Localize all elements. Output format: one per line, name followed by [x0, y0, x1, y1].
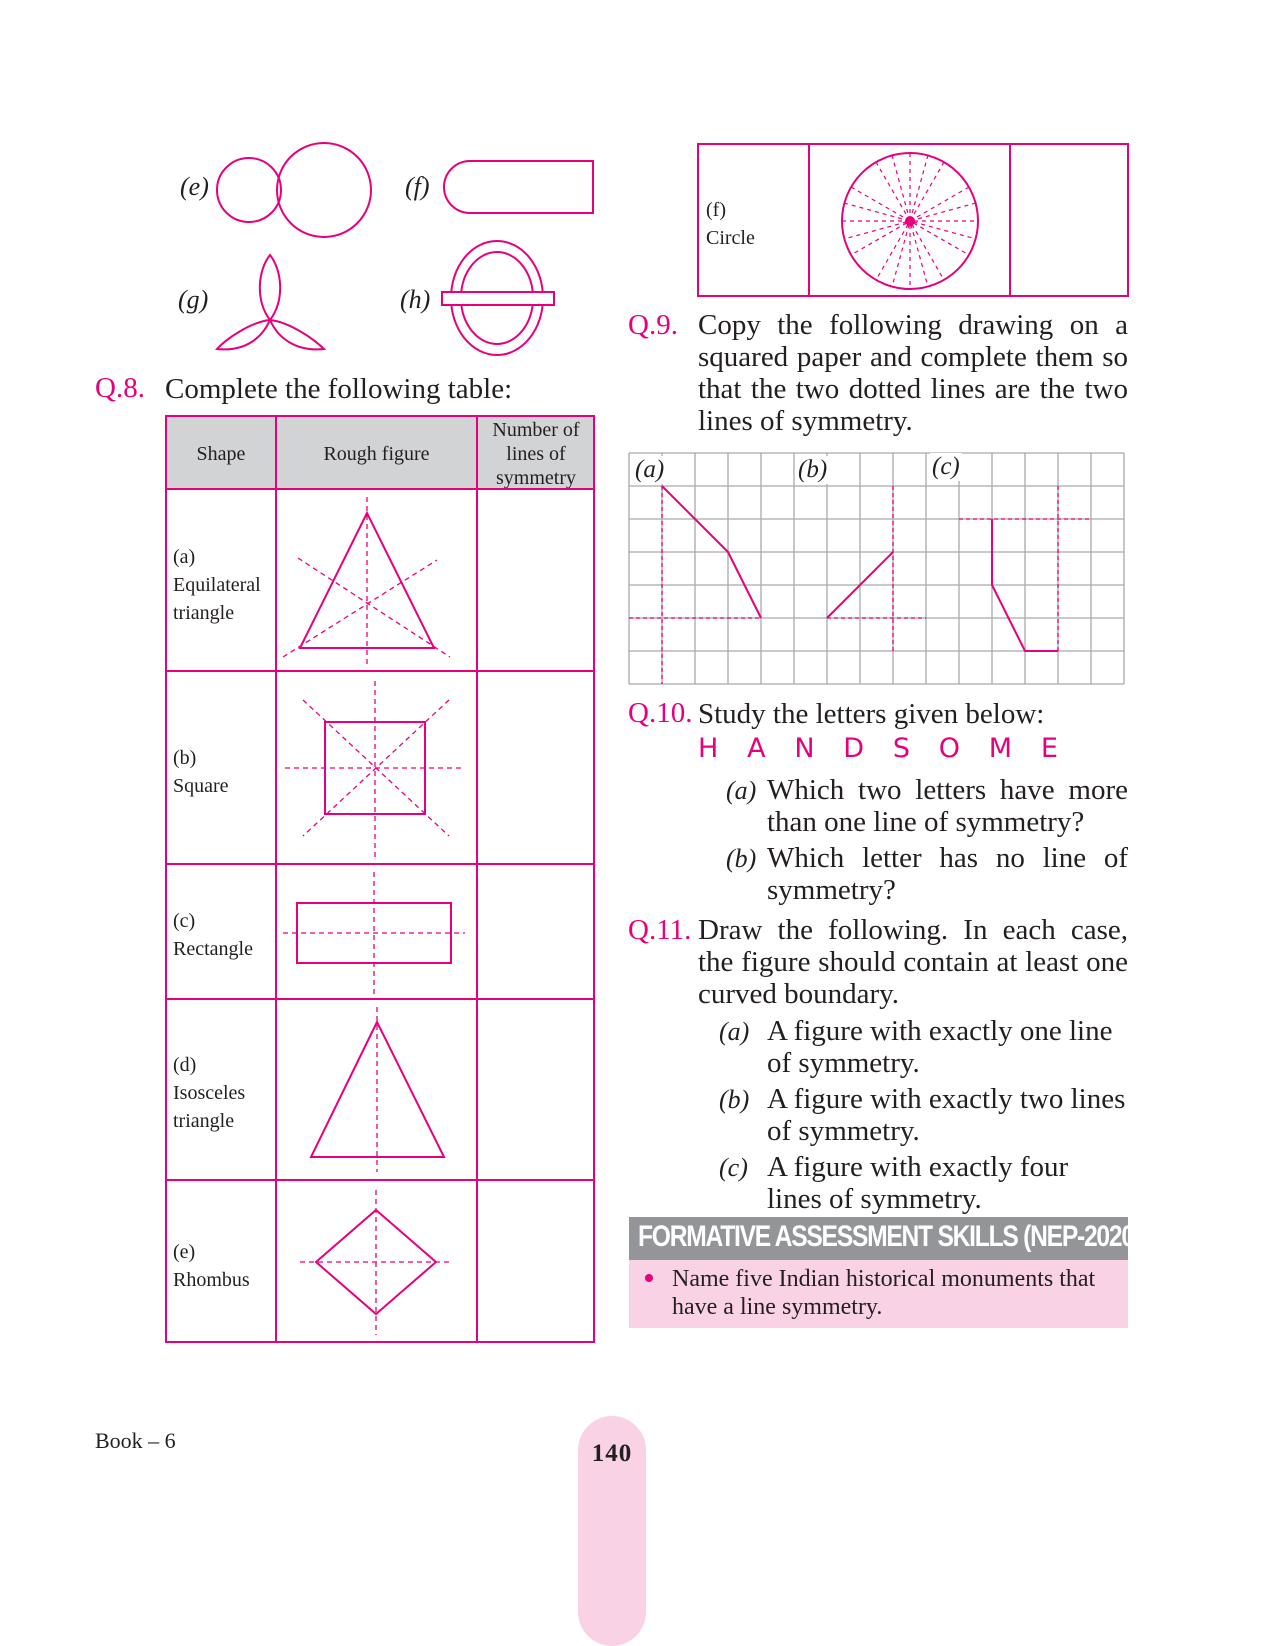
letter-h: H	[698, 733, 719, 764]
page-number-pill	[578, 1416, 646, 1646]
letter-o: O	[938, 733, 961, 764]
book-label: Book – 6	[95, 1428, 176, 1453]
grid-label-b: (b)	[798, 456, 828, 483]
q10-part-b-label: (b)	[726, 844, 757, 873]
q9-number: Q.9.	[628, 309, 678, 341]
formative-banner	[629, 1217, 1141, 1260]
row-a-name: Equilateral triangle	[173, 574, 261, 624]
q10-part-a-label: (a)	[726, 776, 757, 805]
q9-text-block: Copy the following drawing on a squared paper and complete them so that the two dotted lines are the two lines of symmetry.	[698, 309, 1128, 437]
letter-e: E	[1040, 733, 1058, 764]
row-d-letter: (d)	[173, 1054, 197, 1076]
q10-part-b-text: Which letter has no line of symmetry?	[767, 842, 1128, 906]
header-shape: Shape	[196, 443, 246, 465]
figure-label-f: (f)	[405, 172, 430, 201]
q11-number: Q.11.	[628, 914, 692, 946]
q11-part-c-label: (c)	[719, 1153, 748, 1182]
row-e-letter: (e)	[173, 1241, 196, 1263]
q8-text: Complete the following table:	[165, 373, 513, 405]
q11-part-b-label: (b)	[719, 1085, 750, 1114]
page-number: 140	[591, 1440, 633, 1467]
q11-part-a-label: (a)	[719, 1017, 750, 1046]
row-c-name: Rectangle	[173, 938, 253, 960]
header-lines-of-symmetry: Number of lines of symmetry	[492, 419, 580, 489]
figure-label-e: (e)	[180, 172, 209, 201]
q10-text: Study the letters given below:	[698, 698, 1045, 730]
header-rough-figure: Rough figure	[323, 443, 430, 465]
letter-a: A	[747, 733, 766, 764]
row-e-name: Rhombus	[173, 1269, 250, 1291]
row-f-letter: (f)	[706, 199, 726, 221]
q11-part-b-text: A figure with exactly two lines of symmetry.	[767, 1083, 1126, 1147]
formative-bullet-text: Name five Indian historical monuments that have a line symmetry.	[672, 1266, 1096, 1320]
q8-number: Q.8.	[95, 372, 145, 404]
letter-d: D	[843, 733, 865, 764]
formative-note	[629, 1260, 1128, 1328]
q11-part-a-text: A figure with exactly one line of symmetry.	[767, 1015, 1113, 1079]
grid-label-c: (c)	[932, 453, 960, 480]
row-d-name: Isosceles triangle	[173, 1082, 246, 1132]
row-f-name: Circle	[706, 227, 755, 249]
row-b-letter: (b)	[173, 747, 197, 769]
letter-s: S	[892, 733, 910, 764]
row-b-name: Square	[173, 775, 229, 797]
q10-number: Q.10.	[628, 697, 693, 729]
letter-m: M	[988, 733, 1013, 764]
formative-title: FORMATIVE ASSESSMENT SKILLS (NEP-2020)	[638, 1220, 1141, 1253]
q11-part-c-text: A figure with exactly four lines of symmetry.	[767, 1151, 1069, 1215]
letter-n: N	[794, 733, 815, 764]
row-c-letter: (c)	[173, 910, 196, 932]
bullet-icon	[645, 1274, 653, 1282]
q10-part-a-text: Which two letters have more than one line of symmetry?	[767, 774, 1128, 838]
grid-label-a: (a)	[635, 456, 665, 483]
figure-label-h: (h)	[400, 285, 431, 314]
row-a-letter: (a)	[173, 546, 196, 568]
q10-letters	[698, 733, 1058, 764]
q11-text: Draw the following. In each case, the figure should contain at least one curved boundary.	[698, 914, 1128, 1010]
figure-label-g: (g)	[178, 285, 209, 314]
